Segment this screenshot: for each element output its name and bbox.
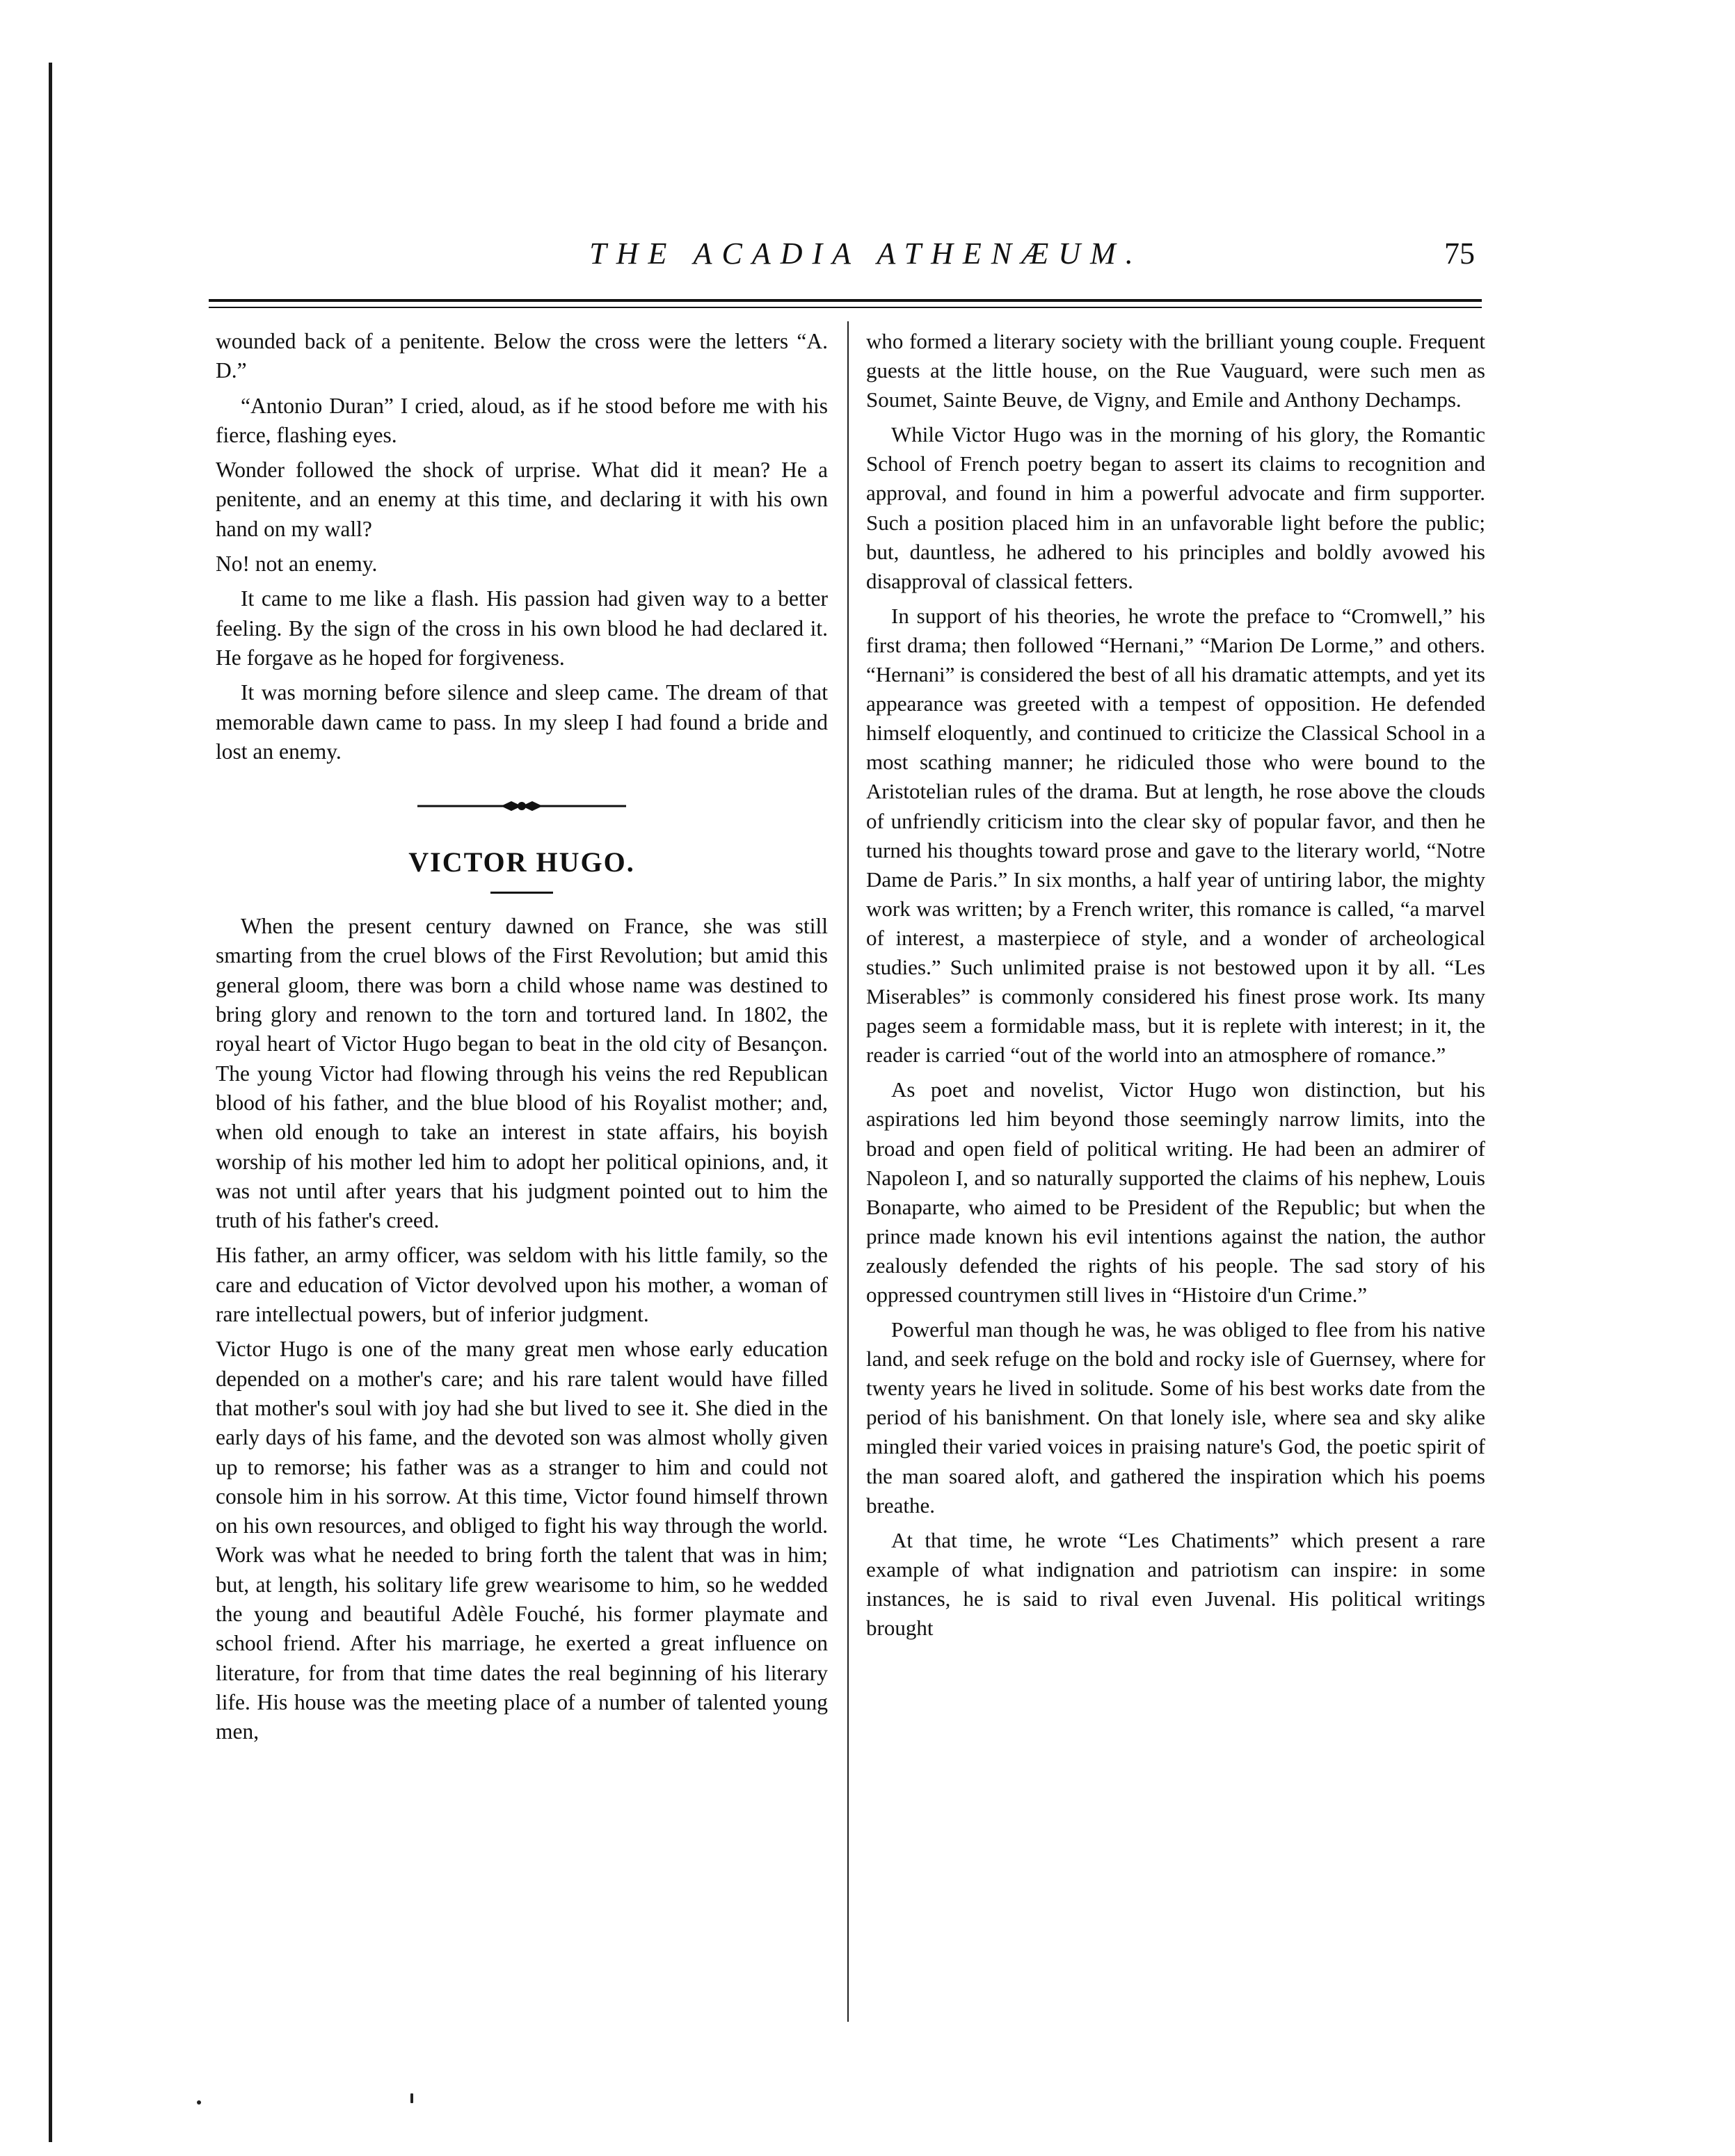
paragraph: In support of his theories, he wrote the preface to “Cromwell,” his first drama; then followed “Hernani,” “Marion De Lorme,” and others. “Hernani” is considered the best of all his dramatic attempts, and yet its appearance was greeted with a tempest of opposition. He defended himself eloquently, and continued to criticize the Classical School in a most scathing manner; he ridiculed those who were bound to the Aristotelian rules of the drama. But at length, he rose above the clouds of unfriendly criticism into the clear sky of popular favor, and then he turned his thoughts toward prose and gave to the literary world, “Notre Dame de Paris.” In six months, a half year of untiring labor, the mighty work was written; by a French writer, this romance is called, “a marvel of interest, a masterpiece of style, and a wonder of archeological studies.” Such unlimited praise is not bestowed upon it by all. “Les Miserables” is commonly considered his finest prose work. Its many pages seem a formidable mass, but it is replete with interest; in it, the reader is carried “out of the world into an atmosphere of romance.” (866, 603, 1485, 1068)
running-title: THE ACADIA ATHENÆUM. (589, 236, 1143, 271)
right-column (866, 327, 1485, 1648)
paragraph: Victor Hugo is one of the many great men whose early education depended on a mother's care; and his rare talent would have filled that mother's soul with joy had she but lived to see it. She died in the early days of his fame, and the devoted son was almost wholly given up to remorse; his father was as a stranger to him and could not console him in his sorrow. At this time, Victor found himself thrown on his own resources, and obliged to fight his way through the world. Work was what he needed to bring forth the talent that was in him; but, at length, his solitary life grew wearisome to him, so he wedded the young and beautiful Adèle Fouché, his former playmate and school friend. After his marriage, he exerted a great influence on literature, for from that time dates the real beginning of his literary life. His house was the meeting place of a number of talented young men, (216, 1337, 828, 1744)
paragraph: who formed a literary society with the brilliant young couple. Frequent guests at the little house, on the Rue Vauguard, were such men as Soumet, Sainte Beuve, de Vigny, and Emile and Anthony Dechamps. (866, 329, 1485, 412)
left-column (216, 327, 828, 1752)
paragraph: As poet and novelist, Victor Hugo won distinction, but his aspirations led him beyond those seemingly narrow limits, into the broad and open field of political writing. He had been an admirer of Napoleon I, and so naturally supported the claims of his nephew, Louis Bonaparte, who aimed to be President of the Republic; but when the prince made known his evil intentions against the nation, the author zealously defended the rights of his people. The sad story of his oppressed countrymen still lives in “Histoire d'un Crime.” (866, 1077, 1485, 1307)
article-title: VICTOR HUGO. (408, 846, 635, 878)
header-rule-thin (209, 307, 1482, 308)
paragraph: It was morning before silence and sleep came. The dream of that memorable dawn came to pass. In my sleep I had found a bride and lost an enemy. (216, 680, 828, 764)
page-number: 75 (1444, 236, 1475, 271)
page-header (230, 233, 1503, 282)
paragraph: No! not an enemy. (216, 552, 378, 577)
print-speck (410, 2093, 413, 2103)
header-rule (209, 299, 1482, 302)
paragraph: When the present century dawned on France, she was still smarting from the cruel blows of the First Revolution; but amid this general gloom, there was born a child whose name was destined to bring glory and renown to the torn and tortured land. In 1802, the royal heart of Victor Hugo began to beat in the old city of Besançon. The young Victor had flowing through his veins the red Republican blood of his father, and the blue blood of his Royalist mother; and, when old enough to take an interest in state affairs, his boyish worship of his mother led him to adopt her political opinions, and, it was not until after years that his judgment pointed out to him the truth of his father's creed. (216, 914, 828, 1233)
paragraph: His father, an army officer, was seldom with his little family, so the care and education of Victor devolved upon his mother, a woman of rare intellectual powers, but of inferior judgment. (216, 1243, 828, 1327)
paragraph: Wonder followed the shock of urprise. What did it mean? He a penitente, and an enemy at this time, and declaring it with his own hand on my wall? (216, 458, 828, 541)
title-rule (490, 892, 553, 894)
left-margin-rule (49, 63, 52, 2142)
paragraph: While Victor Hugo was in the morning of his glory, the Romantic School of French poetry began to assert its claims to recognition and approval, and found in him a powerful advocate and firm supporter. Such a position placed him in an unfavorable light before the public; but, dauntless, he adhered to his principles and boldly avowed his disapproval of classical fetters. (866, 422, 1485, 593)
paragraph: wounded back of a penitente. Below the cross were the letters “A. D.” (216, 329, 828, 383)
print-speck (197, 2100, 201, 2105)
paragraph: It came to me like a flash. His passion had given way to a better feeling. By the sign of the cross in his own blood he had declared it. He forgave as he hoped for forgiveness. (216, 586, 828, 670)
paragraph: “Antonio Duran” I cried, aloud, as if he stood before me with his fierce, flashing eyes. (216, 393, 828, 447)
paragraph: At that time, he wrote “Les Chatiments” which present a rare example of what indignation and patriotism can inspire: in some instances, he is said to rival even Juvenal. His political writings brought (866, 1527, 1485, 1641)
paragraph: Powerful man though he was, he was obliged to flee from his native land, and seek refuge on the bold and rocky isle of Guernsey, where for twenty years he lived in solitude. Some of his best works date from the period of his banishment. On that lonely isle, where sea and sky alike mingled their varied voices in praising nature's God, the poetic spirit of the man soared aloft, and gathered the inspiration which his poems breathe. (866, 1317, 1485, 1518)
column-divider (847, 321, 849, 2022)
section-divider-ornament (417, 797, 626, 815)
